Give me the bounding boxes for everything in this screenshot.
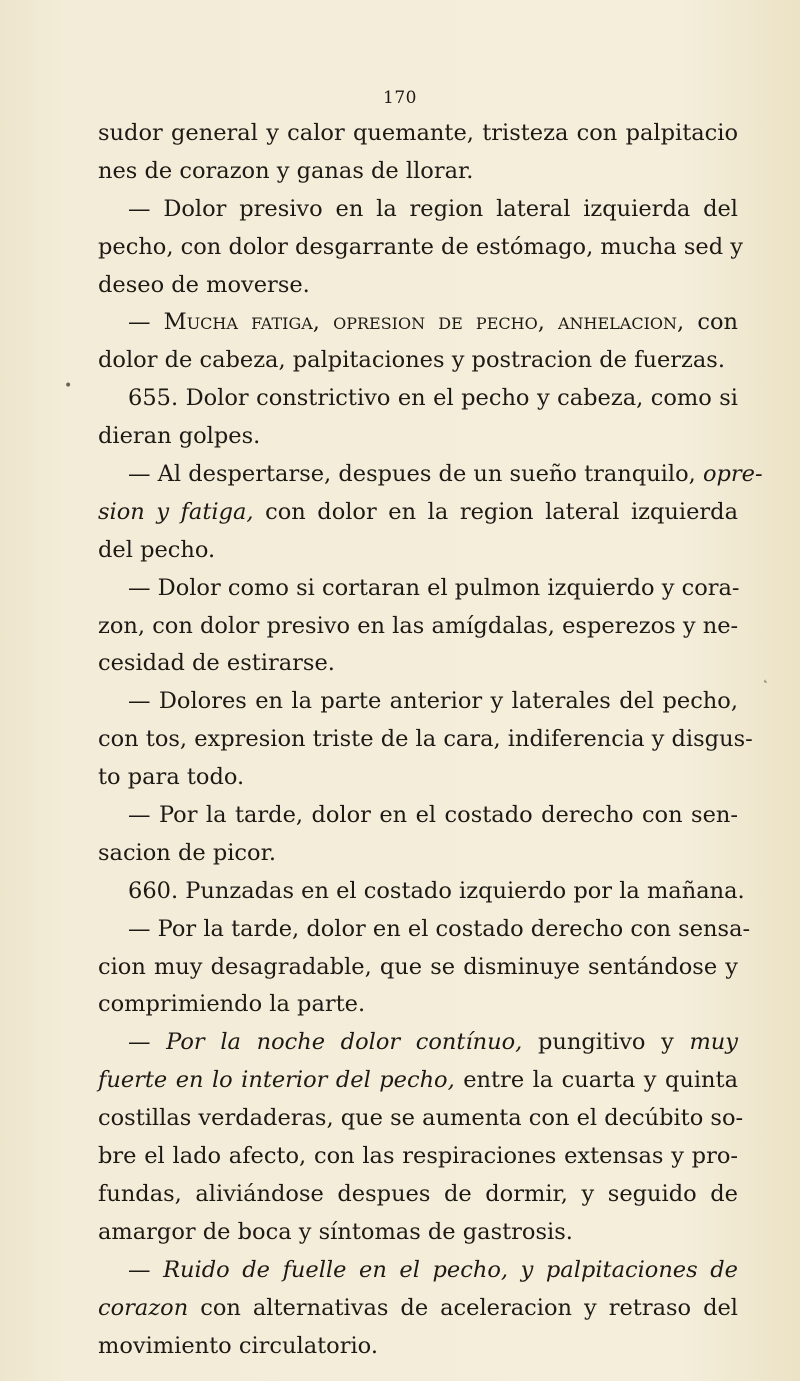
text-line xyxy=(98,304,738,342)
text-line xyxy=(98,645,738,683)
text-line xyxy=(98,342,738,380)
text-segment: bre el lado afecto, con las respiraciones extensas y pro- xyxy=(98,1143,738,1170)
italic-text: Ruido de fuelle en el pecho, y palpitaciones de xyxy=(163,1256,738,1283)
text-segment: entre la cuarta y quinta xyxy=(454,1067,738,1094)
italic-text: muy xyxy=(689,1029,738,1056)
text-segment: deseo de moverse. xyxy=(98,271,310,298)
text-line xyxy=(98,683,738,721)
text-segment: fundas, aliviándose despues de dormir, y seguido de xyxy=(98,1180,738,1207)
text-segment: pecho, con dolor desgarrante de estómago, mucha sed y xyxy=(98,233,743,260)
text-line xyxy=(98,759,738,797)
text-segment: cesidad de estirarse. xyxy=(98,650,335,677)
text-line xyxy=(98,267,738,305)
text-line xyxy=(98,608,738,646)
text-line xyxy=(98,1290,738,1328)
text-line xyxy=(98,153,738,191)
text-line xyxy=(98,911,751,949)
text-segment: — Al despertarse, despues de un sueño tranquilo, xyxy=(128,461,703,488)
text-line xyxy=(98,835,738,873)
text-segment: 660. Punzadas en el costado izquierdo por la mañana. xyxy=(128,877,745,904)
body-text xyxy=(98,115,763,1365)
text-segment: costillas verdaderas, que se aumenta con el decúbito so- xyxy=(98,1105,744,1132)
text-line xyxy=(98,1138,738,1176)
text-segment: con xyxy=(684,309,738,336)
text-segment: — xyxy=(128,309,164,336)
text-line xyxy=(98,115,738,153)
text-line xyxy=(98,986,738,1024)
text-segment: movimiento circulatorio. xyxy=(98,1332,378,1359)
text-line xyxy=(98,797,738,835)
text-line xyxy=(98,1252,738,1290)
italic-text: fuerte en lo interior del pecho, xyxy=(98,1067,455,1094)
text-segment: — Por la tarde, dolor en el costado derecho con sensa- xyxy=(128,915,751,942)
italic-text: opre- xyxy=(702,461,763,488)
text-segment: 655. Dolor constrictivo en el pecho y cabeza, como si xyxy=(128,385,738,412)
text-line xyxy=(98,418,738,456)
text-segment: sudor general y calor quemante, tristeza con palpitacio xyxy=(98,120,738,146)
text-line xyxy=(98,721,753,759)
text-segment: — Por la tarde, dolor en el costado derecho con sen- xyxy=(128,802,738,829)
text-segment: amargor de boca y síntomas de gastrosis. xyxy=(98,1218,573,1245)
text-line xyxy=(98,873,745,911)
text-segment: dolor de cabeza, palpitaciones y postracion de fuerzas. xyxy=(98,347,725,374)
text-line xyxy=(98,1024,738,1062)
text-line xyxy=(98,1328,738,1366)
text-line xyxy=(98,380,738,418)
text-line xyxy=(98,570,738,608)
text-segment: — xyxy=(128,1029,167,1056)
text-line xyxy=(98,1176,738,1214)
text-line xyxy=(98,1100,744,1138)
ink-speck: • xyxy=(64,378,73,394)
text-line xyxy=(98,456,763,494)
text-segment: del pecho. xyxy=(98,536,216,563)
text-segment: — Dolor presivo en la region lateral izquierda del xyxy=(128,195,738,222)
text-segment: — Dolores en la parte anterior y laterales del pecho, xyxy=(128,688,738,715)
text-segment: cion muy desagradable, que se disminuye sentándose y xyxy=(98,953,738,980)
text-segment: to para todo. xyxy=(98,764,245,791)
text-segment: sacion de picor. xyxy=(98,839,277,866)
text-segment: con dolor en la region lateral izquierda xyxy=(253,498,738,525)
text-segment: comprimiendo la parte. xyxy=(98,991,366,1018)
text-line xyxy=(98,532,738,570)
text-segment: — xyxy=(128,1256,164,1283)
page-number: 170 xyxy=(383,88,417,108)
text-line xyxy=(98,1214,738,1252)
text-segment: — Dolor como si cortaran el pulmon izquierdo y cora- xyxy=(128,574,740,601)
text-segment: con alternativas de aceleracion y retraso del xyxy=(188,1294,738,1321)
text-line xyxy=(98,1062,738,1100)
italic-text: corazon xyxy=(98,1294,189,1321)
italic-text: sion y fatiga, xyxy=(98,498,254,525)
text-segment: nes de corazon y ganas de llorar. xyxy=(98,157,474,184)
small-caps-text: Mucha fatiga, opresion de pecho, anhelacion, xyxy=(163,309,685,336)
text-segment: con tos, expresion triste de la cara, indiferencia y disgus- xyxy=(98,726,753,753)
text-line xyxy=(98,494,738,532)
text-segment: pungitivo y xyxy=(522,1029,690,1056)
italic-text: Por la noche dolor contínuo, xyxy=(166,1029,523,1056)
text-segment: zon, con dolor presivo en las amígdalas, esperezos y ne- xyxy=(98,612,739,639)
text-line xyxy=(98,949,738,987)
text-line xyxy=(98,229,743,267)
text-line xyxy=(98,191,738,229)
text-segment: dieran golpes. xyxy=(98,423,261,450)
ink-speck: ˛ xyxy=(762,668,769,684)
